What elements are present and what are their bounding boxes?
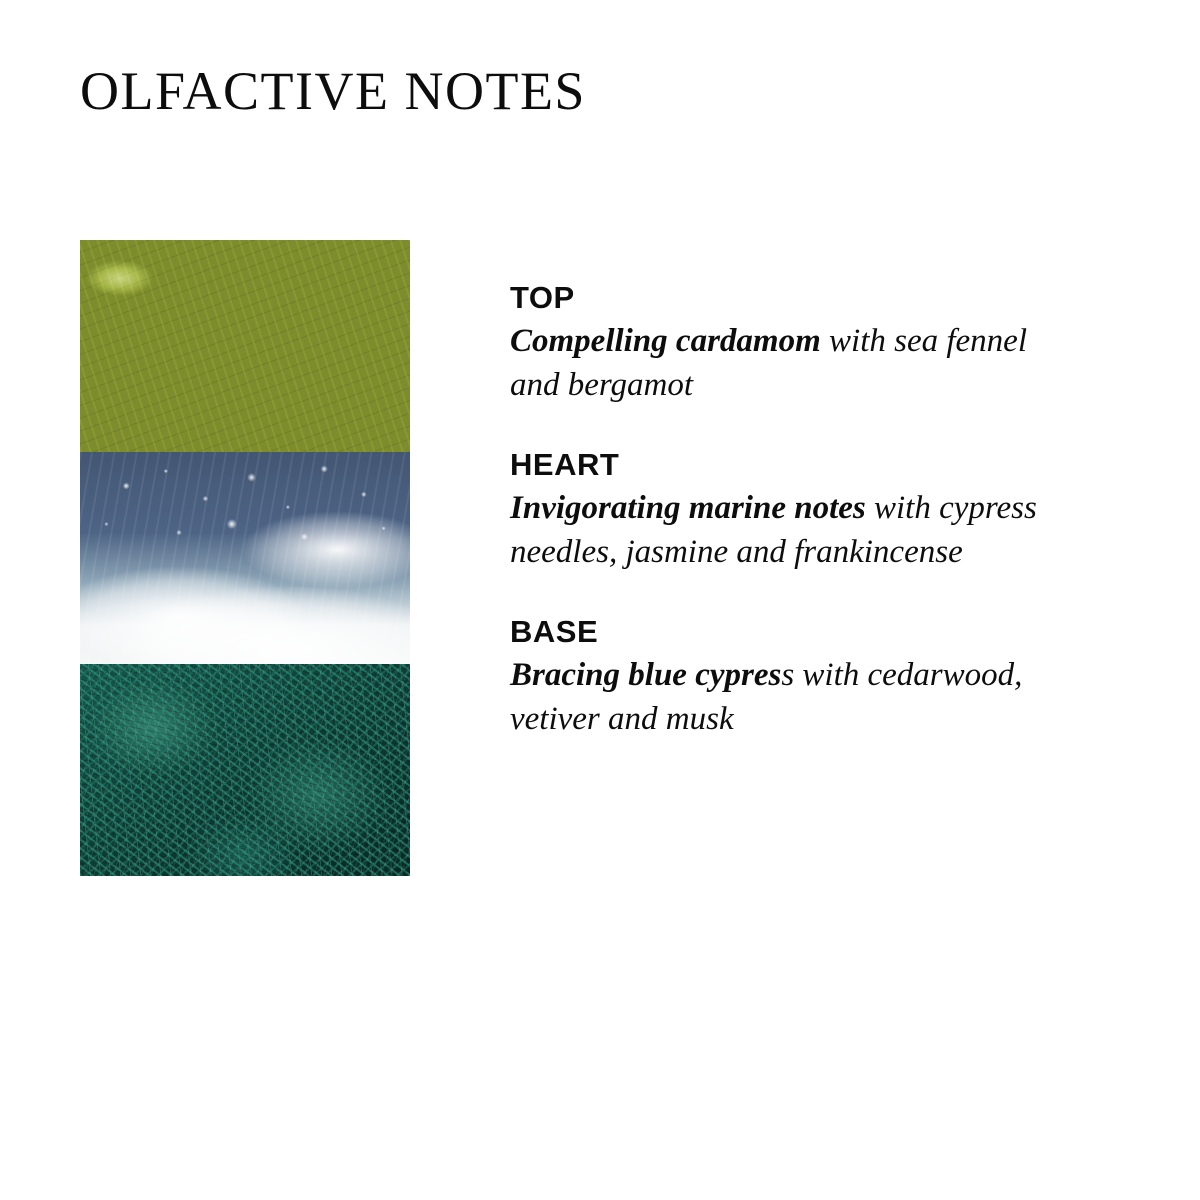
note-top-lead: Compelling cardamom	[510, 323, 821, 359]
page-title: OLFACTIVE NOTES	[80, 61, 586, 121]
note-top	[510, 280, 1120, 407]
note-heart-lead: Invigorating marine notes	[510, 490, 866, 527]
blue-cypress-foliage-image	[80, 664, 410, 876]
note-heart-label: HEART	[510, 447, 620, 483]
note-base-description	[510, 654, 1050, 741]
note-top-rest: with sea fennel and bergamot	[510, 323, 1027, 403]
note-base-label: BASE	[510, 614, 599, 650]
note-base	[510, 614, 1120, 741]
note-heart-description	[510, 487, 1050, 574]
sea-splash-image	[80, 452, 410, 664]
note-top-description	[510, 320, 1050, 407]
notes-list	[510, 240, 1120, 741]
olfactive-notes-content	[80, 240, 1120, 876]
note-image-strip	[80, 240, 410, 876]
note-top-label: TOP	[510, 280, 575, 315]
note-base-lead: Bracing blue cypres	[510, 657, 782, 694]
note-heart	[510, 447, 1120, 574]
note-base-rest: s with cedarwood, vetiver and musk	[510, 657, 1023, 737]
cardamom-pods-image	[80, 240, 410, 452]
note-heart-rest: with cypress needles, jasmine and frankincense	[510, 490, 1037, 570]
